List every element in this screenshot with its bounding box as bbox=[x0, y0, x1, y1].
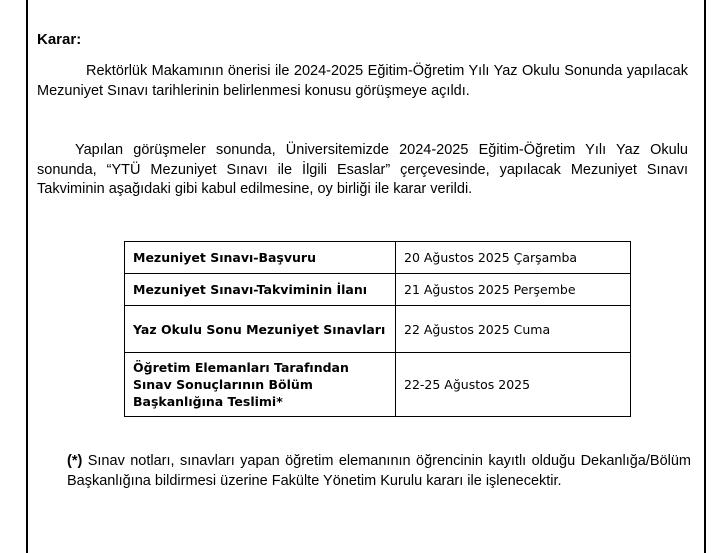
schedule-date: 22-25 Ağustos 2025 bbox=[396, 353, 631, 417]
footnote-marker: (*) bbox=[67, 453, 83, 469]
schedule-date: 21 Ağustos 2025 Perşembe bbox=[396, 274, 631, 306]
schedule-date: 22 Ağustos 2025 Cuma bbox=[396, 306, 631, 353]
paragraph-agenda: Rektörlük Makamının önerisi ile 2024-2025 Eğitim-Öğretim Yılı Yaz Okulu Sonunda yapılacak Mezuniyet Sınavı tarihlerinin belirlenmesi konusu görüşmeye açıldı. bbox=[37, 63, 688, 99]
paragraph-decision: Yapılan görüşmeler sonunda, Üniversitemizde 2024-2025 Eğitim-Öğretim Yılı Yaz Okulu sonunda, “YTÜ Mezuniyet Sınavı ile İlgili Esaslar” çerçevesinde, yapılacak Mezuniyet Sınavı Takviminin aşağıdaki gibi kabul edilmesine, oy birliği ile karar verildi. bbox=[37, 142, 688, 197]
schedule-label: Yaz Okulu Sonu Mezuniyet Sınavları bbox=[125, 306, 396, 353]
schedule-label: Öğretim Elemanları Tarafından Sınav Sonuçlarının Bölüm Başkanlığına Teslimi* bbox=[125, 353, 396, 417]
footnote-text: Sınav notları, sınavları yapan öğretim elemanının öğrencinin kayıtlı olduğu Dekanlığa/Bölüm Başkanlığına bildirmesi üzerine Fakülte Yönetim Kurulu kararı ile işlenecektir. bbox=[67, 453, 691, 489]
schedule-label: Mezuniyet Sınavı-Takviminin İlanı bbox=[125, 274, 396, 306]
exam-schedule-table bbox=[124, 241, 631, 417]
table-row bbox=[125, 306, 631, 353]
schedule-label: Mezuniyet Sınavı-Başvuru bbox=[125, 242, 396, 274]
table-row bbox=[125, 274, 631, 306]
table-row bbox=[125, 242, 631, 274]
schedule-date: 20 Ağustos 2025 Çarşamba bbox=[396, 242, 631, 274]
decision-heading: Karar: bbox=[37, 31, 82, 48]
footnote bbox=[67, 451, 691, 491]
table-row bbox=[125, 353, 631, 417]
